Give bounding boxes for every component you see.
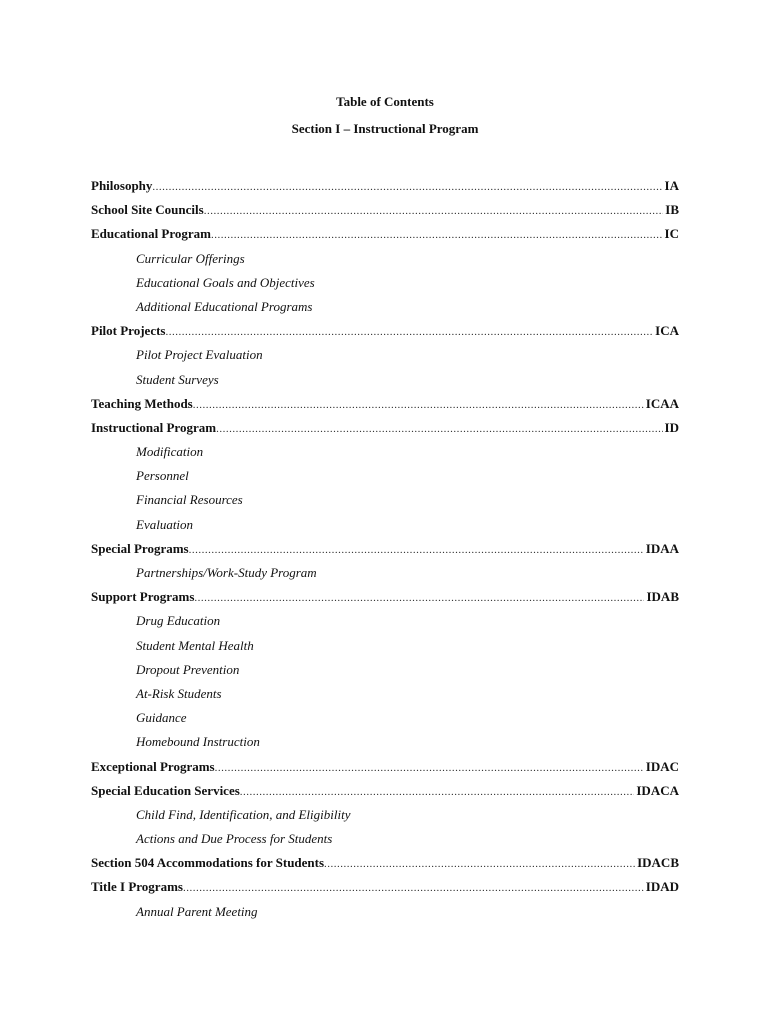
toc-entry-title: School Site Councils bbox=[91, 202, 204, 218]
toc-subentry bbox=[91, 466, 679, 490]
toc-entry-code: IDAB bbox=[646, 589, 679, 605]
toc-subentry-title: Annual Parent Meeting bbox=[136, 903, 258, 919]
toc-subentry bbox=[91, 515, 679, 539]
toc-subentry bbox=[91, 902, 679, 926]
toc-subentry bbox=[91, 273, 679, 297]
toc-subentry bbox=[91, 829, 679, 853]
toc-subentry-title: Additional Educational Programs bbox=[136, 298, 313, 314]
toc-entry-code: IDACB bbox=[637, 855, 679, 871]
toc-entry-code: ICAA bbox=[645, 395, 679, 411]
dot-leader bbox=[240, 782, 635, 802]
toc-subentry-title: Student Mental Health bbox=[136, 637, 254, 653]
dot-leader bbox=[216, 419, 662, 439]
toc-subentry-title: Child Find, Identification, and Eligibility bbox=[136, 806, 351, 822]
toc-subentry-title: Student Surveys bbox=[136, 371, 219, 387]
toc-entry bbox=[91, 176, 679, 200]
toc-entry-code: IDAD bbox=[645, 879, 679, 895]
toc-subentry bbox=[91, 611, 679, 635]
table-of-contents bbox=[91, 176, 679, 926]
dot-leader bbox=[183, 878, 644, 898]
toc-subentry-title: Financial Resources bbox=[136, 492, 243, 508]
toc-entry bbox=[91, 877, 679, 901]
toc-entry bbox=[91, 757, 679, 781]
toc-subentry bbox=[91, 370, 679, 394]
toc-entry-code: IDAC bbox=[645, 758, 679, 774]
toc-subentry-title: Drug Education bbox=[136, 613, 221, 629]
toc-entry-title: Support Programs bbox=[91, 589, 195, 605]
toc-subentry-title: Actions and Due Process for Students bbox=[136, 831, 333, 847]
toc-entry bbox=[91, 587, 679, 611]
toc-entry bbox=[91, 224, 679, 248]
toc-subentry-title: Modification bbox=[136, 444, 204, 460]
toc-subentry-title: Homebound Instruction bbox=[136, 734, 260, 750]
toc-entry-code: IC bbox=[664, 226, 679, 242]
toc-entry-title: Teaching Methods bbox=[91, 395, 193, 411]
toc-subentry bbox=[91, 490, 679, 514]
toc-entry bbox=[91, 321, 679, 345]
toc-subentry-title: Guidance bbox=[136, 710, 187, 726]
toc-subentry bbox=[91, 684, 679, 708]
dot-leader bbox=[194, 588, 644, 608]
toc-subentry bbox=[91, 636, 679, 660]
toc-entry bbox=[91, 418, 679, 442]
toc-subentry-title: Personnel bbox=[136, 468, 189, 484]
toc-subentry-title: Curricular Offerings bbox=[136, 250, 245, 266]
toc-subentry bbox=[91, 345, 679, 369]
toc-entry bbox=[91, 200, 679, 224]
toc-entry-title: Special Programs bbox=[91, 540, 189, 556]
toc-subentry bbox=[91, 805, 679, 829]
toc-subentry-title: Partnerships/Work-Study Program bbox=[136, 565, 317, 580]
toc-subentry-title: Evaluation bbox=[136, 516, 194, 532]
toc-subentry-title: Dropout Prevention bbox=[136, 661, 240, 677]
toc-entry-title: Philosophy bbox=[91, 178, 153, 193]
toc-entry-title: Educational Program bbox=[91, 226, 212, 242]
dot-leader bbox=[204, 201, 664, 221]
toc-entry-title: Exceptional Programs bbox=[91, 758, 215, 774]
toc-entry-title: Title I Programs bbox=[91, 879, 183, 895]
toc-entry-title: Pilot Projects bbox=[91, 323, 166, 339]
toc-entry-code: IA bbox=[664, 178, 679, 193]
toc-subentry bbox=[91, 732, 679, 756]
toc-subentry bbox=[91, 563, 679, 587]
toc-entry-code: IDAA bbox=[645, 540, 679, 556]
toc-subentry bbox=[91, 297, 679, 321]
toc-subentry bbox=[91, 249, 679, 273]
toc-subentry-title: Educational Goals and Objectives bbox=[136, 274, 315, 290]
toc-subentry bbox=[91, 660, 679, 684]
toc-entry bbox=[91, 781, 679, 805]
dot-leader bbox=[193, 395, 644, 415]
dot-leader bbox=[215, 758, 644, 778]
toc-subentry-title: Pilot Project Evaluation bbox=[136, 347, 263, 363]
toc-entry-code: ICA bbox=[655, 323, 679, 339]
toc-entry-code: IB bbox=[665, 202, 679, 218]
toc-entry-title: Section 504 Accommodations for Students bbox=[91, 855, 325, 871]
dot-leader bbox=[211, 225, 663, 245]
page-title: Table of Contents bbox=[336, 94, 434, 109]
toc-entry bbox=[91, 539, 679, 563]
dot-leader bbox=[165, 322, 653, 342]
toc-entry bbox=[91, 853, 679, 877]
section-title: Section I – Instructional Program bbox=[291, 121, 479, 136]
toc-entry-code: ID bbox=[664, 419, 679, 435]
dot-leader bbox=[324, 854, 635, 874]
toc-subentry-title: At-Risk Students bbox=[136, 685, 222, 701]
toc-entry-code: IDACA bbox=[636, 782, 679, 798]
toc-subentry bbox=[91, 708, 679, 732]
toc-entry bbox=[91, 394, 679, 418]
dot-leader bbox=[152, 177, 662, 197]
toc-entry-title: Special Education Services bbox=[91, 782, 240, 798]
toc-entry-title: Instructional Program bbox=[91, 419, 217, 435]
dot-leader bbox=[189, 540, 644, 560]
toc-subentry bbox=[91, 442, 679, 466]
